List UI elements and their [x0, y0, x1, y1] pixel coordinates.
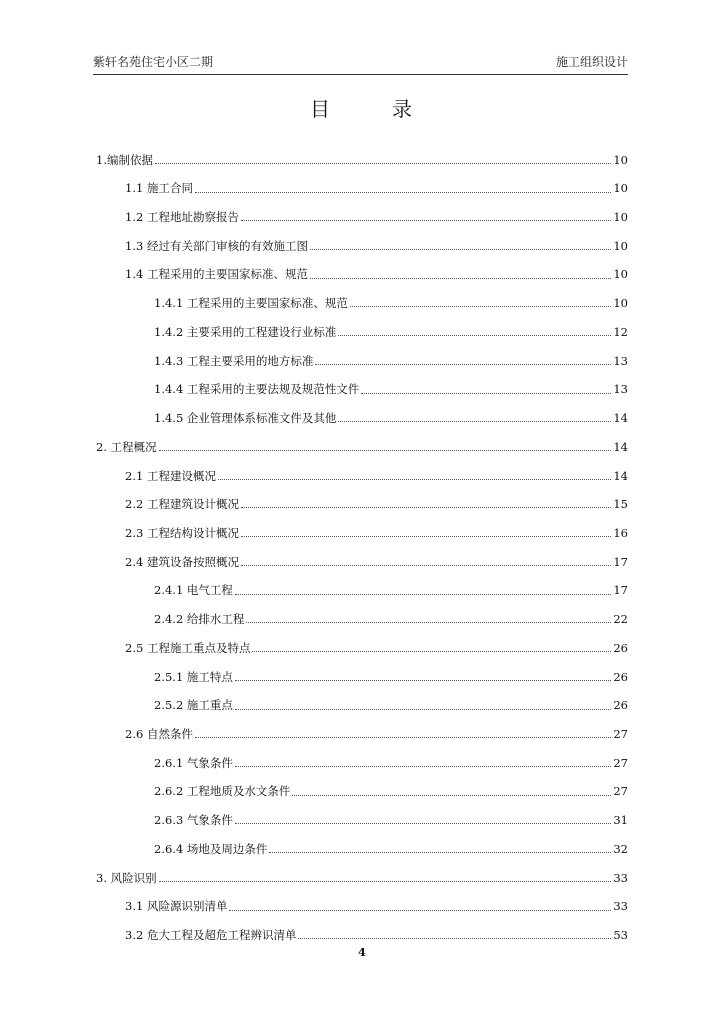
toc-entry-page: 27	[613, 726, 628, 741]
header-project-name: 紫轩名苑住宅小区二期	[93, 55, 214, 69]
toc-entry-label: 2.6.2 工程地质及水文条件	[154, 784, 291, 799]
toc-entry-page: 15	[613, 497, 628, 512]
toc-entry-page: 10	[613, 238, 628, 253]
toc-entry-page: 27	[613, 755, 628, 770]
toc-leader-dots	[338, 335, 611, 336]
toc-entry-page: 10	[613, 181, 628, 196]
toc-entry-label: 1.1 施工合同	[125, 181, 193, 196]
title-char-1: 目	[310, 97, 332, 121]
toc-entry-label: 2.4 建筑设备按照概况	[125, 554, 239, 569]
toc-leader-dots	[235, 709, 611, 710]
toc-entry[interactable]	[96, 462, 628, 491]
toc-leader-dots	[338, 421, 611, 422]
toc-entry-label: 2.5.2 施工重点	[154, 698, 233, 713]
toc-entry-label: 2.5 工程施工重点及特点	[125, 640, 251, 655]
toc-leader-dots	[229, 910, 611, 911]
toc-leader-dots	[241, 536, 611, 537]
toc-entry-page: 12	[613, 324, 628, 339]
toc-entry[interactable]	[96, 577, 628, 606]
toc-entry[interactable]	[96, 347, 628, 376]
toc-entry[interactable]	[96, 606, 628, 635]
table-of-contents	[96, 146, 628, 950]
toc-entry[interactable]	[96, 491, 628, 520]
toc-leader-dots	[246, 622, 611, 623]
toc-leader-dots	[159, 450, 612, 451]
toc-entry-page: 13	[613, 353, 628, 368]
toc-entry-label: 1.4.1 工程采用的主要国家标准、规范	[154, 296, 348, 311]
toc-entry-page: 33	[613, 870, 628, 885]
toc-entry-page: 26	[613, 640, 628, 655]
toc-entry[interactable]	[96, 433, 628, 462]
toc-entry-label: 1.4.2 主要采用的工程建设行业标准	[154, 324, 337, 339]
toc-leader-dots	[252, 651, 611, 652]
toc-entry-page: 26	[613, 698, 628, 713]
toc-entry[interactable]	[96, 318, 628, 347]
toc-entry-page: 26	[613, 669, 628, 684]
page-header	[93, 50, 628, 75]
toc-entry[interactable]	[96, 404, 628, 433]
toc-entry-page: 14	[613, 439, 628, 454]
toc-leader-dots	[235, 823, 611, 824]
toc-leader-dots	[235, 594, 611, 595]
toc-entry-page: 16	[613, 525, 628, 540]
header-document-type: 施工组织设计	[555, 55, 628, 69]
toc-entry-page: 14	[613, 411, 628, 426]
toc-entry-label: 2.4.1 电气工程	[154, 583, 233, 598]
toc-entry-label: 1.4 工程采用的主要国家标准、规范	[125, 267, 308, 282]
toc-leader-dots	[195, 192, 611, 193]
toc-leader-dots	[298, 938, 611, 939]
toc-entry[interactable]	[96, 720, 628, 749]
toc-entry[interactable]	[96, 663, 628, 692]
toc-entry-page: 17	[613, 554, 628, 569]
toc-entry-label: 1.2 工程地址勘察报告	[125, 210, 239, 225]
toc-entry[interactable]	[96, 692, 628, 721]
toc-entry[interactable]	[96, 261, 628, 290]
toc-entry-label: 2.2 工程建筑设计概况	[125, 497, 239, 512]
toc-entry[interactable]	[96, 835, 628, 864]
toc-leader-dots	[361, 393, 611, 394]
toc-leader-dots	[235, 680, 611, 681]
toc-entry-page: 10	[613, 210, 628, 225]
toc-entry-page: 22	[613, 612, 628, 627]
toc-leader-dots	[241, 565, 611, 566]
toc-entry[interactable]	[96, 203, 628, 232]
toc-entry-label: 2.4.2 给排水工程	[154, 612, 245, 627]
toc-entry[interactable]	[96, 634, 628, 663]
toc-entry[interactable]	[96, 893, 628, 922]
toc-entry-label: 3.2 危大工程及超危工程辨识清单	[125, 928, 297, 943]
toc-entry-page: 10	[613, 296, 628, 311]
toc-entry[interactable]	[96, 548, 628, 577]
toc-entry-label: 1.4.5 企业管理体系标准文件及其他	[154, 411, 337, 426]
title-char-2: 录	[392, 97, 414, 121]
toc-leader-dots	[241, 220, 611, 221]
toc-leader-dots	[218, 479, 611, 480]
toc-entry[interactable]	[96, 807, 628, 836]
toc-entry-label: 2.3 工程结构设计概况	[125, 525, 239, 540]
toc-leader-dots	[292, 795, 611, 796]
toc-entry[interactable]	[96, 519, 628, 548]
toc-entry-label: 2.6.1 气象条件	[154, 755, 233, 770]
toc-entry-label: 2. 工程概况	[96, 439, 157, 454]
toc-leader-dots	[235, 766, 611, 767]
toc-entry-label: 2.6 自然条件	[125, 726, 193, 741]
toc-entry-page: 53	[613, 928, 628, 943]
toc-leader-dots	[269, 852, 611, 853]
toc-entry-label: 2.6.4 场地及周边条件	[154, 841, 268, 856]
toc-entry[interactable]	[96, 376, 628, 405]
toc-entry-label: 1.4.4 工程采用的主要法规及规范性文件	[154, 382, 360, 397]
toc-leader-dots	[195, 737, 611, 738]
toc-entry-page: 14	[613, 468, 628, 483]
toc-leader-dots	[315, 364, 611, 365]
toc-entry-page: 17	[613, 583, 628, 598]
toc-entry-page: 33	[613, 899, 628, 914]
toc-entry-page: 32	[613, 841, 628, 856]
toc-entry-label: 2.1 工程建设概况	[125, 468, 216, 483]
toc-entry[interactable]	[96, 778, 628, 807]
page-title	[0, 93, 724, 122]
toc-entry[interactable]	[96, 749, 628, 778]
toc-entry-page: 31	[613, 813, 628, 828]
toc-entry[interactable]	[96, 232, 628, 261]
toc-entry-page: 10	[613, 267, 628, 282]
toc-entry-label: 1.3 经过有关部门审核的有效施工图	[125, 238, 308, 253]
toc-entry-label: 3. 风险识别	[96, 870, 157, 885]
toc-leader-dots	[155, 163, 611, 164]
toc-leader-dots	[159, 881, 612, 882]
toc-entry-page: 27	[613, 784, 628, 799]
toc-entry-label: 1.4.3 工程主要采用的地方标准	[154, 353, 314, 368]
toc-entry-page: 13	[613, 382, 628, 397]
toc-entry-label: 2.6.3 气象条件	[154, 813, 233, 828]
toc-leader-dots	[350, 306, 611, 307]
toc-entry-label: 1.编制依据	[96, 152, 153, 167]
toc-entry-label: 3.1 风险源识别清单	[125, 899, 228, 914]
toc-entry[interactable]	[96, 864, 628, 893]
toc-leader-dots	[241, 507, 611, 508]
toc-entry[interactable]	[96, 175, 628, 204]
toc-entry[interactable]	[96, 290, 628, 319]
toc-entry-label: 2.5.1 施工特点	[154, 669, 233, 684]
toc-leader-dots	[310, 249, 611, 250]
page-number: 4	[358, 946, 366, 959]
toc-entry-page: 10	[613, 152, 628, 167]
toc-entry[interactable]	[96, 146, 628, 175]
toc-leader-dots	[310, 278, 611, 279]
